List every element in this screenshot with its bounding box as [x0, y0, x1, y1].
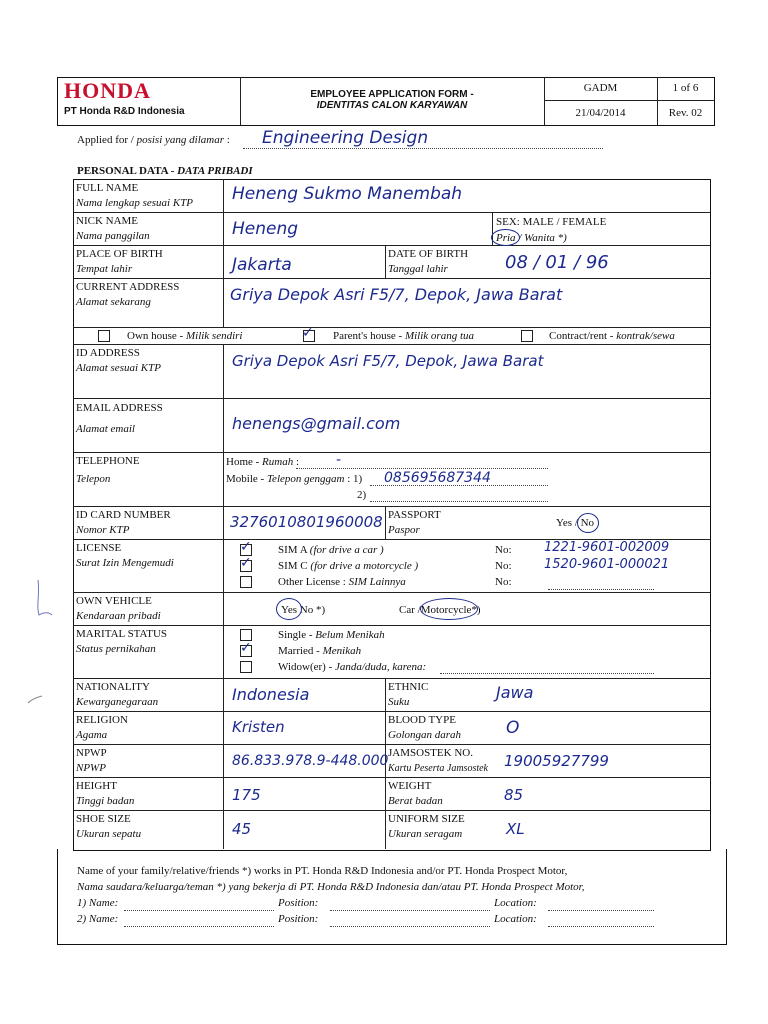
relatives-intro-en: Name of your family/relative/friends *) works in PT. Honda R&D Indonesia and/or PT. Honda Prospect Motor, — [77, 865, 568, 877]
page-number: 1 of 6 — [672, 82, 699, 94]
ethnic-label: ETHNIC Suku — [388, 681, 429, 708]
weight-label: WEIGHT Berat badan — [388, 780, 443, 807]
own-house-checkbox[interactable] — [98, 330, 110, 342]
sex-selected-circle — [491, 229, 520, 246]
height-value[interactable]: 175 — [232, 786, 261, 804]
form-date: 21/04/2014 — [575, 107, 626, 119]
passport-options[interactable]: Yes / No — [556, 517, 595, 529]
sim-a-number[interactable]: 1221-9601-002009 — [544, 540, 670, 555]
email-label: EMAIL ADDRESS Alamat email — [76, 402, 163, 435]
full-name-label: FULL NAME Nama lengkap sesuai KTP — [76, 182, 194, 209]
sim-c-no-label: No: — [495, 560, 512, 572]
id-card-label: ID CARD NUMBER Nomor KTP — [76, 509, 171, 536]
relative-1-position-label: Position: — [278, 897, 319, 909]
shoe-size-value[interactable]: 45 — [232, 820, 252, 838]
company-name: PT Honda R&D Indonesia — [64, 106, 185, 117]
home-phone-label: Home - Rumah : — [226, 456, 300, 468]
blood-type-label: BLOOD TYPE Golongan darah — [388, 714, 462, 741]
margin-pen-mark — [18, 575, 68, 715]
vehicle-type[interactable]: Car /Motorcycle*) — [399, 604, 481, 616]
weight-value[interactable]: 85 — [504, 786, 524, 804]
contract-checkbox[interactable] — [521, 330, 533, 342]
place-of-birth-label: PLACE OF BIRTH Tempat lahir — [76, 248, 163, 275]
id-address-value[interactable]: Griya Depok Asri F5/7, Depok, Jawa Barat — [232, 352, 544, 370]
widow-label: Widow(er) - Janda/duda, karena: — [278, 661, 427, 673]
relative-2-name-label: 2) Name: — [77, 913, 119, 925]
license-label: LICENSE Surat Izin Mengemudi — [76, 542, 174, 569]
mobile-phone-label: Mobile - Telepon genggam : 1) — [226, 473, 363, 485]
relative-2-position-field[interactable] — [330, 926, 490, 927]
sex-label: SEX: MALE / FEMALE — [496, 216, 607, 228]
nick-name-label: NICK NAME Nama panggilan — [76, 215, 150, 242]
parents-house-label: Parent's house - Milik orang tua — [333, 330, 475, 342]
own-house-label: Own house - Milik sendiri — [127, 330, 243, 342]
married-check-icon: ✓ — [240, 640, 252, 656]
sex-option-pria: Pria — [496, 232, 516, 244]
vehicle-yes-circle — [276, 598, 302, 620]
religion-label: RELIGION Agama — [76, 714, 128, 741]
place-of-birth-value[interactable]: Jakarta — [232, 255, 292, 275]
height-label: HEIGHT Tinggi badan — [76, 780, 135, 807]
passport-option-no: No — [580, 517, 595, 529]
form-title: EMPLOYEE APPLICATION FORM - — [310, 89, 474, 100]
honda-logo: HONDA — [64, 78, 151, 103]
widow-reason-field[interactable] — [440, 673, 654, 674]
relative-2-location-field[interactable] — [548, 926, 654, 927]
relative-1-position-field[interactable] — [330, 910, 490, 911]
home-phone-value[interactable]: - — [336, 452, 342, 468]
vehicle-option-motorcycle: Motorcycle — [420, 604, 472, 616]
telephone-label: TELEPHONE Telepon — [76, 455, 140, 485]
ethnic-value[interactable]: Jawa — [496, 683, 534, 702]
current-address-value[interactable]: Griya Depok Asri F5/7, Depok, Jawa Barat — [230, 285, 563, 304]
sim-c-number[interactable]: 1520-9601-000021 — [544, 557, 670, 572]
parents-house-check-icon: ✓ — [302, 325, 314, 341]
sim-a-check-icon: ✓ — [240, 539, 252, 555]
other-license-number-field[interactable] — [548, 589, 654, 590]
applied-label: Applied for / posisi yang dilamar : — [77, 134, 230, 146]
marital-status-label: MARITAL STATUS Status pernikahan — [76, 628, 168, 655]
relative-2-position-label: Position: — [278, 913, 319, 925]
other-license-checkbox[interactable] — [240, 576, 252, 588]
npwp-value[interactable]: 86.833.978.9-448.000 — [232, 753, 389, 769]
id-card-value[interactable]: 3276010801960008 — [230, 513, 383, 531]
relative-1-name-field[interactable] — [124, 910, 274, 911]
married-label: Married - Menikah — [278, 645, 362, 657]
sex-options[interactable]: Pria / Wanita *) — [496, 232, 567, 244]
jamsostek-value[interactable]: 19005927799 — [504, 752, 609, 770]
mobile-phone-value[interactable]: 085695687344 — [384, 470, 491, 486]
shoe-size-label: SHOE SIZE Ukuran sepatu — [76, 813, 142, 840]
contract-label: Contract/rent - kontrak/sewa — [549, 330, 675, 342]
email-value[interactable]: henengs@gmail.com — [232, 414, 401, 433]
sim-a-no-label: No: — [495, 544, 512, 556]
id-address-label: ID ADDRESS Alamat sesuai KTP — [76, 347, 161, 374]
jamsostek-label: JAMSOSTEK NO. Kartu Peserta Jamsostek — [388, 747, 488, 774]
other-license-no-label: No: — [495, 576, 512, 588]
relative-1-name-label: 1) Name: — [77, 897, 119, 909]
dept-code: GADM — [583, 82, 618, 94]
section-title: PERSONAL DATA - DATA PRIBADI — [77, 165, 253, 177]
single-label: Single - Belum Menikah — [278, 629, 385, 641]
relative-1-location-label: Location: — [494, 897, 537, 909]
vehicle-label: OWN VEHICLE Kendaraan pribadi — [76, 595, 161, 622]
date-of-birth-label: DATE OF BIRTH Tanggal lahir — [388, 248, 469, 275]
religion-value[interactable]: Kristen — [232, 718, 285, 736]
relative-2-name-field[interactable] — [124, 926, 274, 927]
full-name-value[interactable]: Heneng Sukmo Manembah — [232, 184, 463, 204]
nationality-label: NATIONALITY Kewarganegaraan — [76, 681, 159, 708]
current-address-label: CURRENT ADDRESS Alamat sekarang — [76, 281, 180, 308]
form-subtitle: IDENTITAS CALON KARYAWAN — [316, 100, 468, 111]
sim-c-label: SIM C (for drive a motorcycle ) — [278, 560, 419, 572]
other-license-label: Other License : SIM Lainnya — [278, 576, 406, 588]
uniform-size-label: UNIFORM SIZE Ukuran seragam — [388, 813, 465, 840]
sim-a-label: SIM A (for drive a car ) — [278, 544, 384, 556]
blood-type-value[interactable]: O — [506, 718, 520, 738]
nick-name-value[interactable]: Heneng — [232, 219, 299, 239]
npwp-label: NPWP NPWP — [76, 747, 107, 774]
uniform-size-value[interactable]: XL — [506, 820, 525, 838]
sim-c-check-icon: ✓ — [240, 555, 252, 571]
vehicle-motorcycle-circle — [420, 598, 478, 620]
passport-label: PASSPORT Paspor — [388, 509, 441, 536]
relatives-intro-id: Nama saudara/keluarga/teman *) yang bekerja di PT. Honda R&D Indonesia dan/atau PT. Honda Prospect Motor, — [77, 881, 585, 893]
revision: Rev. 02 — [668, 107, 703, 119]
nationality-value[interactable]: Indonesia — [232, 685, 310, 704]
mobile-phone-2-field[interactable] — [370, 501, 548, 502]
applied-position-value[interactable]: Engineering Design — [262, 128, 429, 148]
relative-1-location-field[interactable] — [548, 910, 654, 911]
relative-2-location-label: Location: — [494, 913, 537, 925]
widow-checkbox[interactable] — [240, 661, 252, 673]
passport-selected-circle — [577, 513, 599, 533]
vehicle-yes-no[interactable]: Yes No *) — [281, 604, 326, 616]
date-of-birth-value[interactable]: 08 / 01 / 96 — [505, 252, 609, 273]
vehicle-option-yes: Yes — [281, 604, 298, 616]
mobile-phone-2-label: 2) — [357, 489, 367, 501]
